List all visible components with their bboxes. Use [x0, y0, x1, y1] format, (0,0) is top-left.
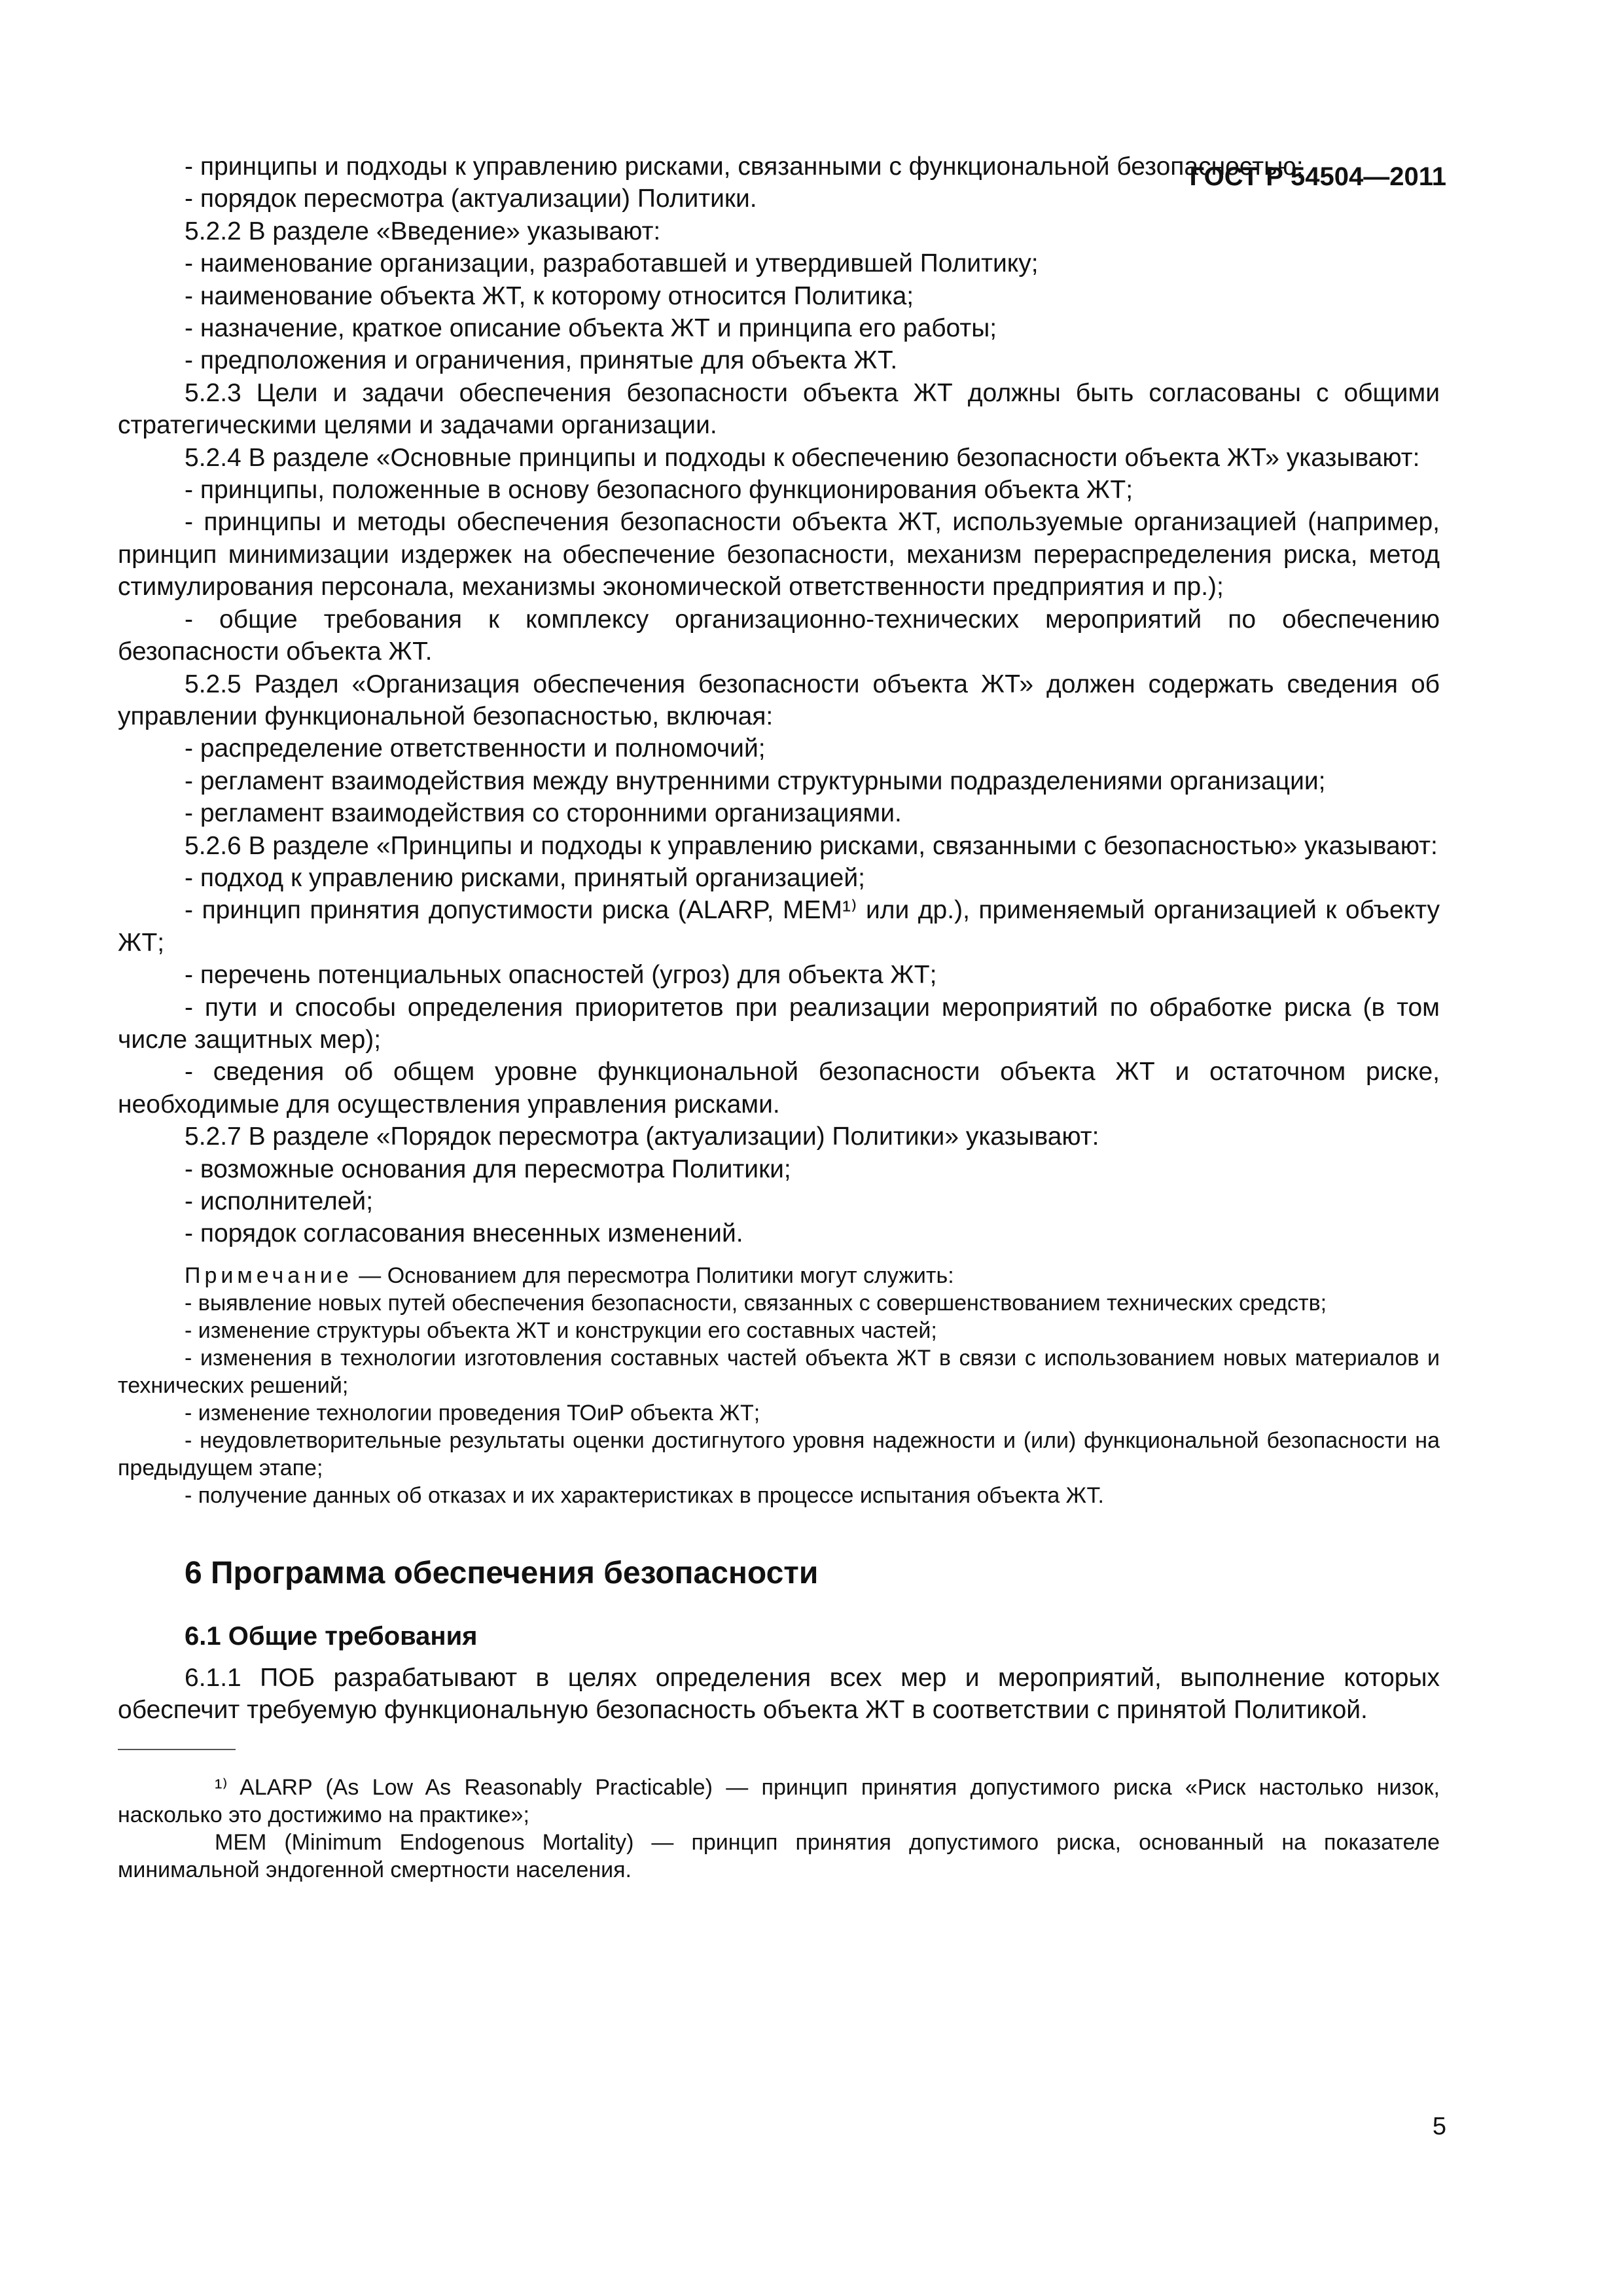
footnote-text: ¹⁾ ALARP (As Low As Reasonably Practicable) — принцип принятия допустимого риска «Риск настолько низок, насколько это достижимо на практике»; — [118, 1774, 1440, 1827]
page-body — [118, 151, 1440, 1884]
note-item: - изменение структуры объекта ЖТ и конструкции его составных частей; — [185, 1318, 937, 1343]
body-paragraph: - порядок согласования внесенных изменений. — [185, 1219, 743, 1248]
body-paragraph: - наименование организации, разработавшей и утвердившей Политику; — [185, 249, 1039, 278]
body-paragraph: - наименование объекта ЖТ, к которому относится Политика; — [185, 281, 914, 310]
page-number: 5 — [1432, 2113, 1446, 2140]
note-item: - выявление новых путей обеспечения безопасности, связанных с совершенствованием технических средств; — [185, 1290, 1327, 1316]
body-paragraph: - сведения об общем уровне функциональной безопасности объекта ЖТ и остаточном риске, необходимые для осуществления управления рисками. — [118, 1058, 1440, 1119]
body-paragraph: - порядок пересмотра (актуализации) Политики. — [185, 185, 757, 213]
note-lead — [118, 1262, 1440, 1289]
note-intro: — Основанием для пересмотра Политики могут служить: — [352, 1263, 954, 1288]
document-header-id: ГОСТ Р 54504—2011 — [1189, 162, 1446, 191]
body-paragraph: - перечень потенциальных опасностей (угроз) для объекта ЖТ; — [185, 961, 937, 990]
body-paragraph: 5.2.7 В разделе «Порядок пересмотра (актуализации) Политики» указывают: — [185, 1122, 1099, 1151]
body-paragraph: - регламент взаимодействия со сторонними организациями. — [185, 799, 902, 828]
body-paragraph: - принципы и методы обеспечения безопасности объекта ЖТ, используемые организацией (например, принцип минимизации издержек на обеспечение безопасности, механизм перераспределения риска, метод стимулирования персонала, механизмы экономической ответственности предприятия и пр.); — [118, 508, 1440, 601]
note-item: - изменения в технологии изготовления составных частей объекта ЖТ в связи с использованием новых материалов и технических решений; — [118, 1345, 1440, 1398]
body-paragraph: - подход к управлению рисками, принятый организацией; — [185, 863, 865, 892]
body-paragraph: - возможные основания для пересмотра Политики; — [185, 1155, 791, 1183]
body-paragraph: - регламент взаимодействия между внутренними структурными подразделениями организации; — [185, 766, 1326, 795]
body-paragraph: - принципы и подходы к управлению рисками, связанными с функциональной безопасностью; — [185, 152, 1304, 181]
body-paragraph: 5.2.2 В разделе «Введение» указывают: — [185, 217, 661, 245]
note-label: Примечание — [185, 1263, 353, 1288]
body-paragraph: - назначение, краткое описание объекта ЖТ и принципа его работы; — [185, 314, 997, 343]
body-paragraph: 5.2.5 Раздел «Организация обеспечения безопасности объекта ЖТ» должен содержать сведения об управлении функциональной безопасностью, включая: — [118, 670, 1440, 730]
note-item: - изменение технологии проведения ТОиР объекта ЖТ; — [185, 1400, 760, 1426]
body-paragraph: 5.2.3 Цели и задачи обеспечения безопасности объекта ЖТ должны быть согласованы с общими стратегическими целями и задачами организации. — [118, 378, 1440, 440]
main-text — [118, 151, 1440, 1250]
section-6-title: 6 Программа обеспечения безопасности — [185, 1555, 819, 1590]
footnotes — [118, 1774, 1440, 1884]
body-paragraph: - исполнителей; — [185, 1187, 374, 1215]
subsection-6-1-title: 6.1 Общие требования — [185, 1621, 478, 1651]
footnote-separator — [118, 1749, 236, 1750]
body-paragraph: - распределение ответственности и полномочий; — [185, 734, 766, 763]
note-item: - получение данных об отказах и их характеристиках в процессе испытания объекта ЖТ. — [185, 1482, 1104, 1508]
body-paragraph: - общие требования к комплексу организационно-технических мероприятий по обеспечению безопасности объекта ЖТ. — [118, 605, 1440, 666]
note-item: - неудовлетворительные результаты оценки достигнутого уровня надежности и (или) функциональной безопасности на предыдущем этапе; — [118, 1427, 1440, 1480]
body-paragraph: - принцип принятия допустимости риска (ALARP, MEM¹⁾ или др.), применяемый организацией к объекту ЖТ; — [118, 896, 1440, 957]
note-block — [118, 1262, 1440, 1509]
body-paragraph: 5.2.6 В разделе «Принципы и подходы к управлению рисками, связанными с безопасностью» указывают: — [185, 831, 1438, 860]
body-paragraph: - предположения и ограничения, принятые для объекта ЖТ. — [185, 346, 898, 375]
paragraph-6-1-1: 6.1.1 ПОБ разрабатывают в целях определения всех мер и мероприятий, выполнение которых обеспечит требуемую функциональную безопасность объекта ЖТ в соответствии с принятой Политикой. — [118, 1663, 1440, 1725]
footnote-text: MEM (Minimum Endogenous Mortality) — принцип принятия допустимого риска, основанный на показателе минимальной эндогенной смертности населения. — [118, 1829, 1440, 1882]
body-paragraph: - принципы, положенные в основу безопасного функционирования объекта ЖТ; — [185, 476, 1133, 505]
body-paragraph: 5.2.4 В разделе «Основные принципы и подходы к обеспечению безопасности объекта ЖТ» указывают: — [185, 443, 1420, 472]
body-paragraph: - пути и способы определения приоритетов при реализации мероприятий по обработке риска (в том числе защитных мер); — [118, 993, 1440, 1054]
